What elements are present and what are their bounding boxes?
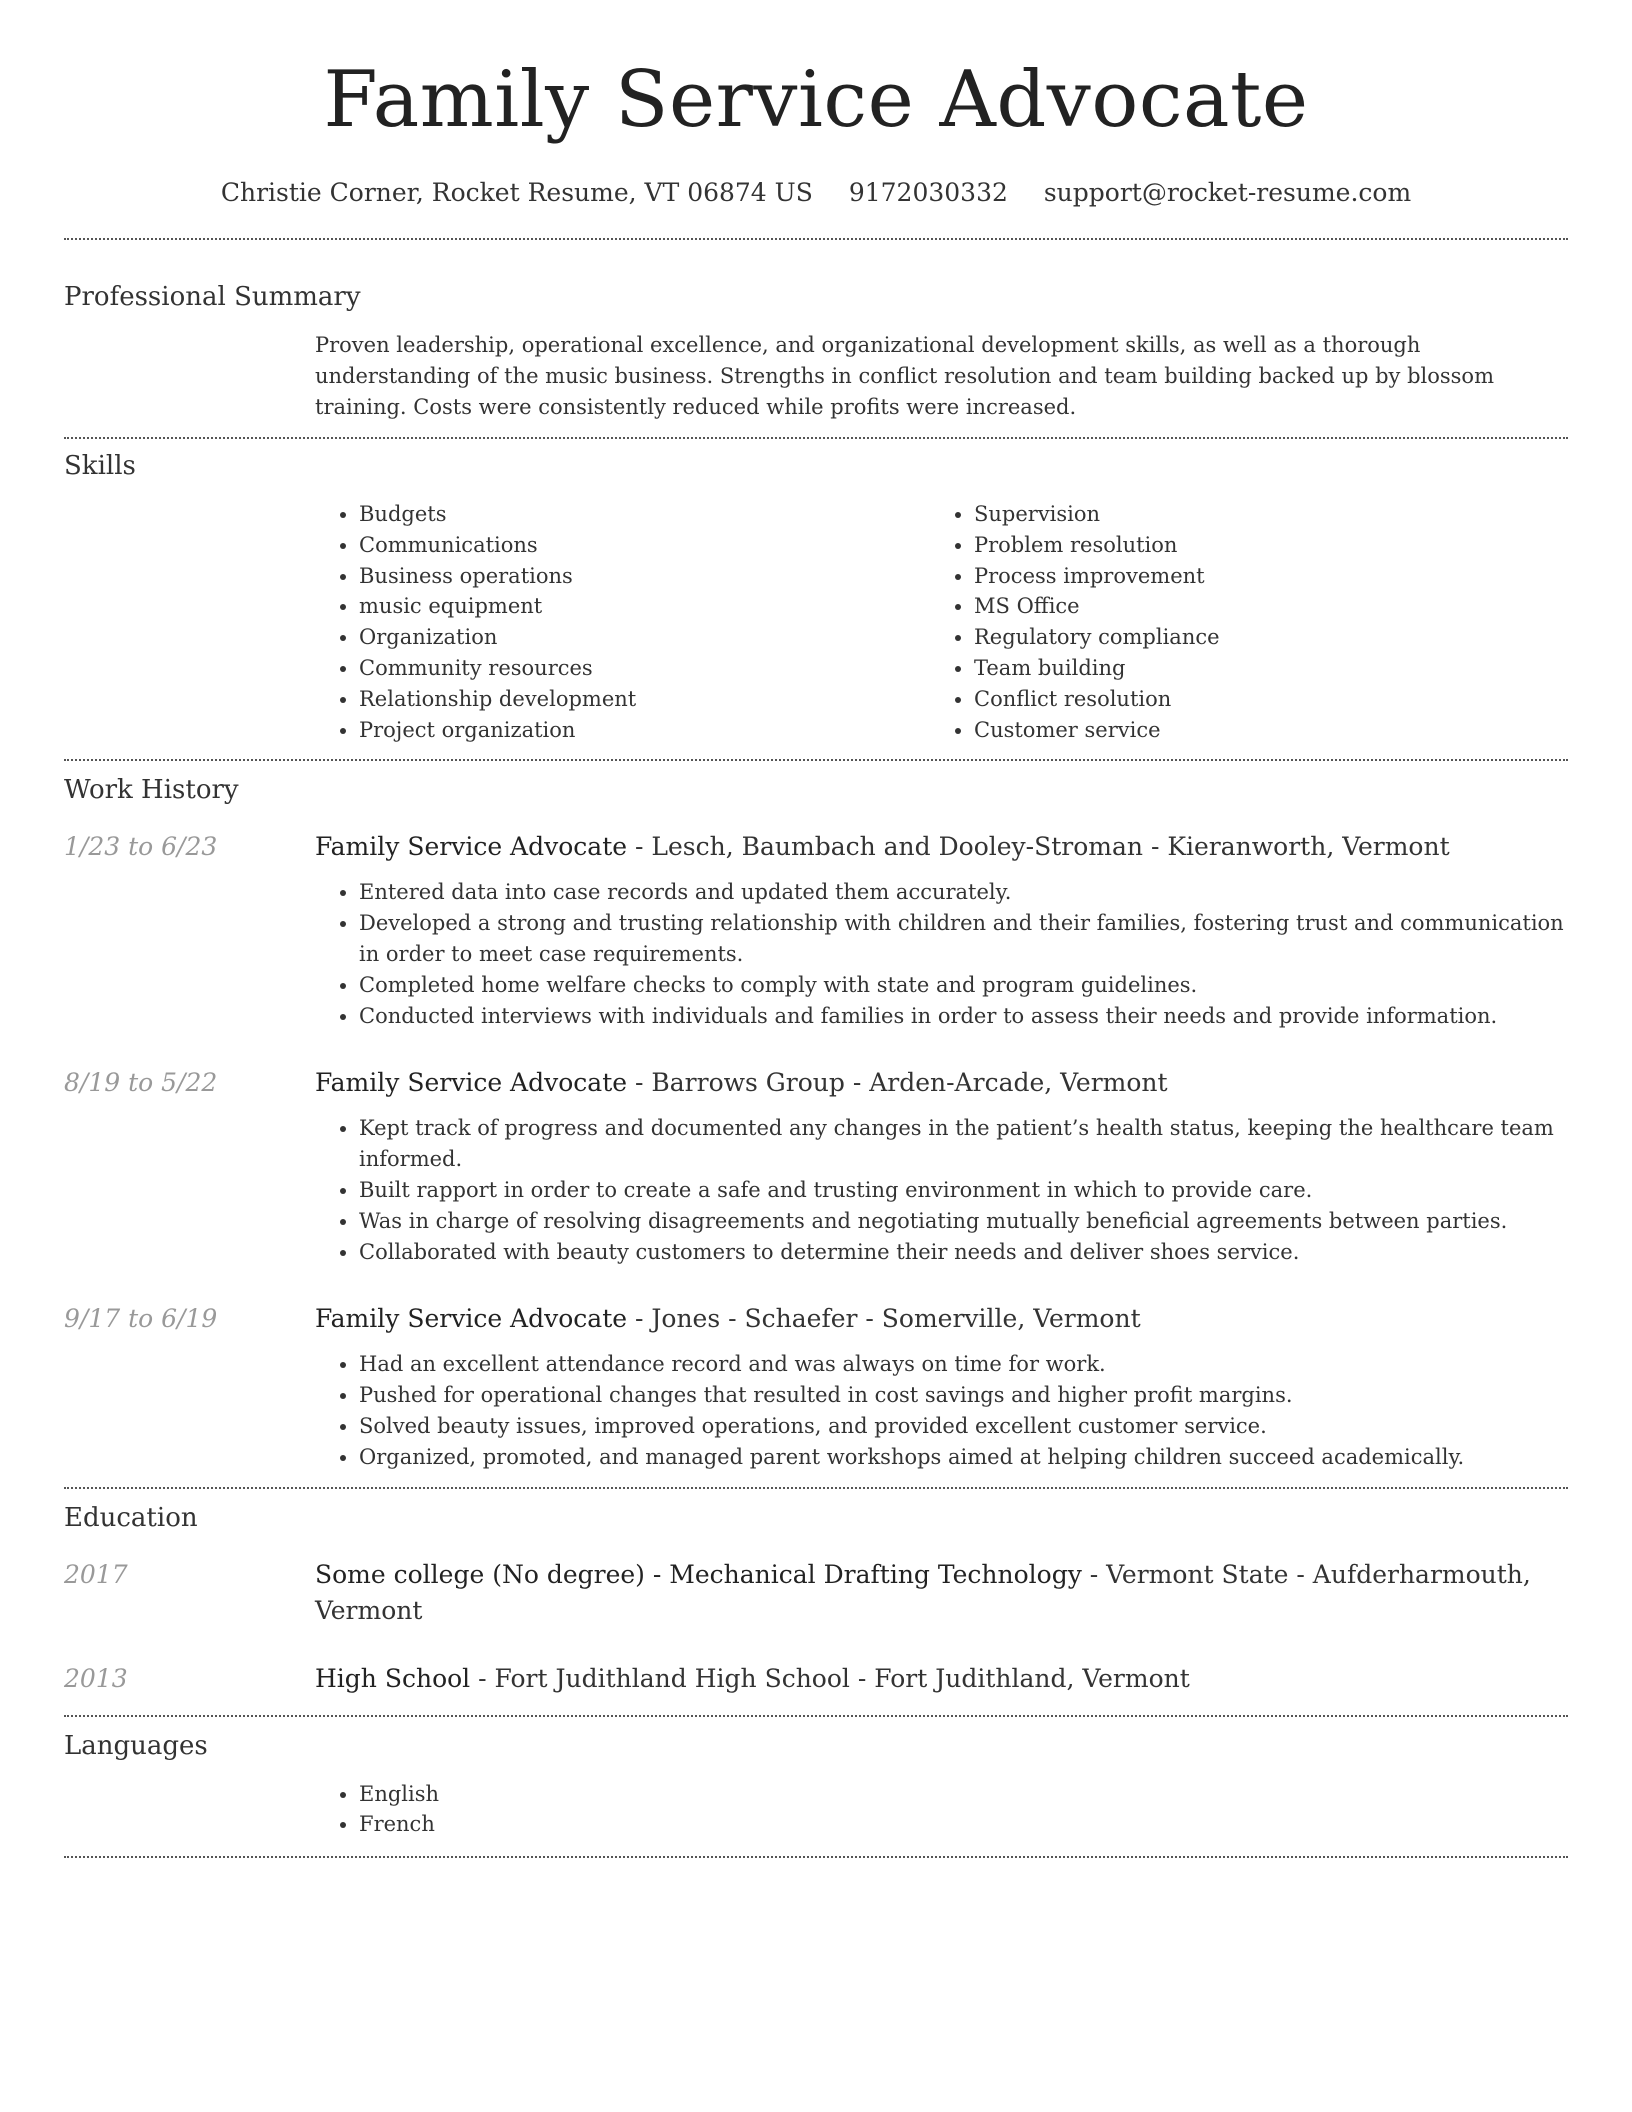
education-degree: Some college (No degree) - Mechanical Drafting Technology — [315, 1559, 1082, 1589]
job-dates: 8/19 to 5/22 — [64, 1068, 218, 1098]
job-dates: 1/23 to 6/23 — [64, 832, 218, 862]
resume-title: Family Service Advocate — [323, 55, 1309, 145]
contact-line — [64, 176, 1568, 210]
skill-item: • Regulatory compliance — [974, 622, 1545, 653]
job-position: Family Service Advocate — [315, 832, 628, 862]
skill-item: • Community resources — [359, 653, 930, 684]
skill-item: • Budgets — [359, 499, 930, 530]
job-bullet: • Was in charge of resolving disagreements and negotiating mutually beneficial agreements between parties. — [359, 1206, 1568, 1237]
job-bullet: • Had an excellent attendance record and was always on time for work. — [359, 1349, 1568, 1380]
education-section — [64, 1501, 1568, 1697]
job-bullet: • Kept track of progress and documented any changes in the patient’s health status, keeping the healthcare team informed. — [359, 1113, 1568, 1175]
education-degree: High School — [315, 1663, 471, 1693]
section-title-languages: Languages — [64, 1730, 208, 1761]
job-bullet: • Entered data into case records and updated them accurately. — [359, 877, 1568, 908]
divider — [64, 238, 1568, 240]
skills-list-left — [315, 499, 930, 745]
job-bullet: • Solved beauty issues, improved operations, and provided excellent customer service. — [359, 1411, 1568, 1442]
job-heading — [315, 1065, 1568, 1101]
divider — [64, 1487, 1568, 1489]
section-title-education: Education — [64, 1502, 198, 1533]
skill-item: • Organization — [359, 622, 930, 653]
divider — [64, 1856, 1568, 1858]
job-bullet: • Completed home welfare checks to comply with state and program guidelines. — [359, 970, 1568, 1001]
skills-section — [64, 449, 1568, 745]
job-bullets — [315, 877, 1568, 1031]
divider — [64, 1715, 1568, 1717]
job-entry — [64, 829, 1568, 1031]
skill-item: • music equipment — [359, 591, 930, 622]
section-title-skills: Skills — [64, 451, 136, 481]
education-year: 2013 — [64, 1663, 128, 1693]
job-position: Family Service Advocate — [315, 1068, 628, 1098]
divider — [64, 759, 1568, 761]
section-title-work: Work History — [64, 775, 239, 806]
education-details: - Fort Judithland High School - Fort Judithland, Vermont — [470, 1663, 1190, 1693]
education-details: - Vermont State - Aufderharmouth, Vermont — [315, 1559, 1531, 1625]
job-bullet: • Pushed for operational changes that resulted in cost savings and higher profit margins. — [359, 1380, 1568, 1411]
summary-text: Proven leadership, operational excellence, and organizational development skills, as well as a thorough understanding of the music business. Strengths in conflict resolution and team building backed up by blossom training. Costs were consistently reduced while profits were increased. — [315, 333, 1494, 419]
skill-item: • Customer service — [974, 715, 1545, 746]
languages-section — [64, 1729, 1568, 1841]
job-details: - Jones - Schaefer - Somerville, Vermont — [627, 1304, 1141, 1334]
skill-item: • Problem resolution — [974, 530, 1545, 561]
skill-item: • Communications — [359, 530, 930, 561]
job-bullets — [315, 1349, 1568, 1472]
education-heading — [315, 1557, 1568, 1629]
job-bullet: • Built rapport in order to create a safe and trusting environment in which to provide care. — [359, 1175, 1568, 1206]
skills-list-right — [930, 499, 1545, 745]
job-details: - Barrows Group - Arden-Arcade, Vermont — [627, 1068, 1168, 1098]
education-entry — [64, 1557, 1568, 1629]
contact-phone: 9172030332 — [848, 178, 1008, 207]
skill-item: • Project organization — [359, 715, 930, 746]
skill-item: • Relationship development — [359, 684, 930, 715]
section-title-summary: Professional Summary — [64, 282, 361, 312]
job-position: Family Service Advocate — [315, 1304, 628, 1334]
divider — [64, 437, 1568, 439]
contact-address: Christie Corner, Rocket Resume, VT 06874 US — [220, 178, 813, 207]
job-bullet: • Conducted interviews with individuals and families in order to assess their needs and provide information. — [359, 1001, 1568, 1032]
job-bullet: • Developed a strong and trusting relationship with children and their families, fostering trust and communication in order to meet case requirements. — [359, 908, 1568, 970]
job-bullets — [315, 1113, 1568, 1267]
job-heading — [315, 829, 1568, 865]
job-bullet: • Organized, promoted, and managed parent workshops aimed at helping children succeed academically. — [359, 1442, 1568, 1473]
skill-item: • MS Office — [974, 591, 1545, 622]
job-details: - Lesch, Baumbach and Dooley-Stroman - Kieranworth, Vermont — [627, 832, 1450, 862]
skill-item: • Team building — [974, 653, 1545, 684]
job-dates: 9/17 to 6/19 — [64, 1304, 218, 1334]
contact-email: support@rocket-resume.com — [1043, 178, 1412, 207]
work-section — [64, 773, 1568, 1472]
summary-section — [64, 280, 1568, 423]
language-item: • French — [359, 1809, 1568, 1840]
job-entry — [64, 1065, 1568, 1267]
language-item: • English — [359, 1779, 1568, 1810]
education-year: 2017 — [64, 1559, 128, 1589]
languages-list — [315, 1779, 1568, 1841]
job-bullet: • Collaborated with beauty customers to determine their needs and deliver shoes service. — [359, 1237, 1568, 1268]
skill-item: • Conflict resolution — [974, 684, 1545, 715]
skill-item: • Business operations — [359, 561, 930, 592]
job-heading — [315, 1301, 1568, 1337]
education-entry — [64, 1661, 1568, 1697]
skill-item: • Process improvement — [974, 561, 1545, 592]
job-entry — [64, 1301, 1568, 1472]
skill-item: • Supervision — [974, 499, 1545, 530]
education-heading — [315, 1661, 1568, 1697]
